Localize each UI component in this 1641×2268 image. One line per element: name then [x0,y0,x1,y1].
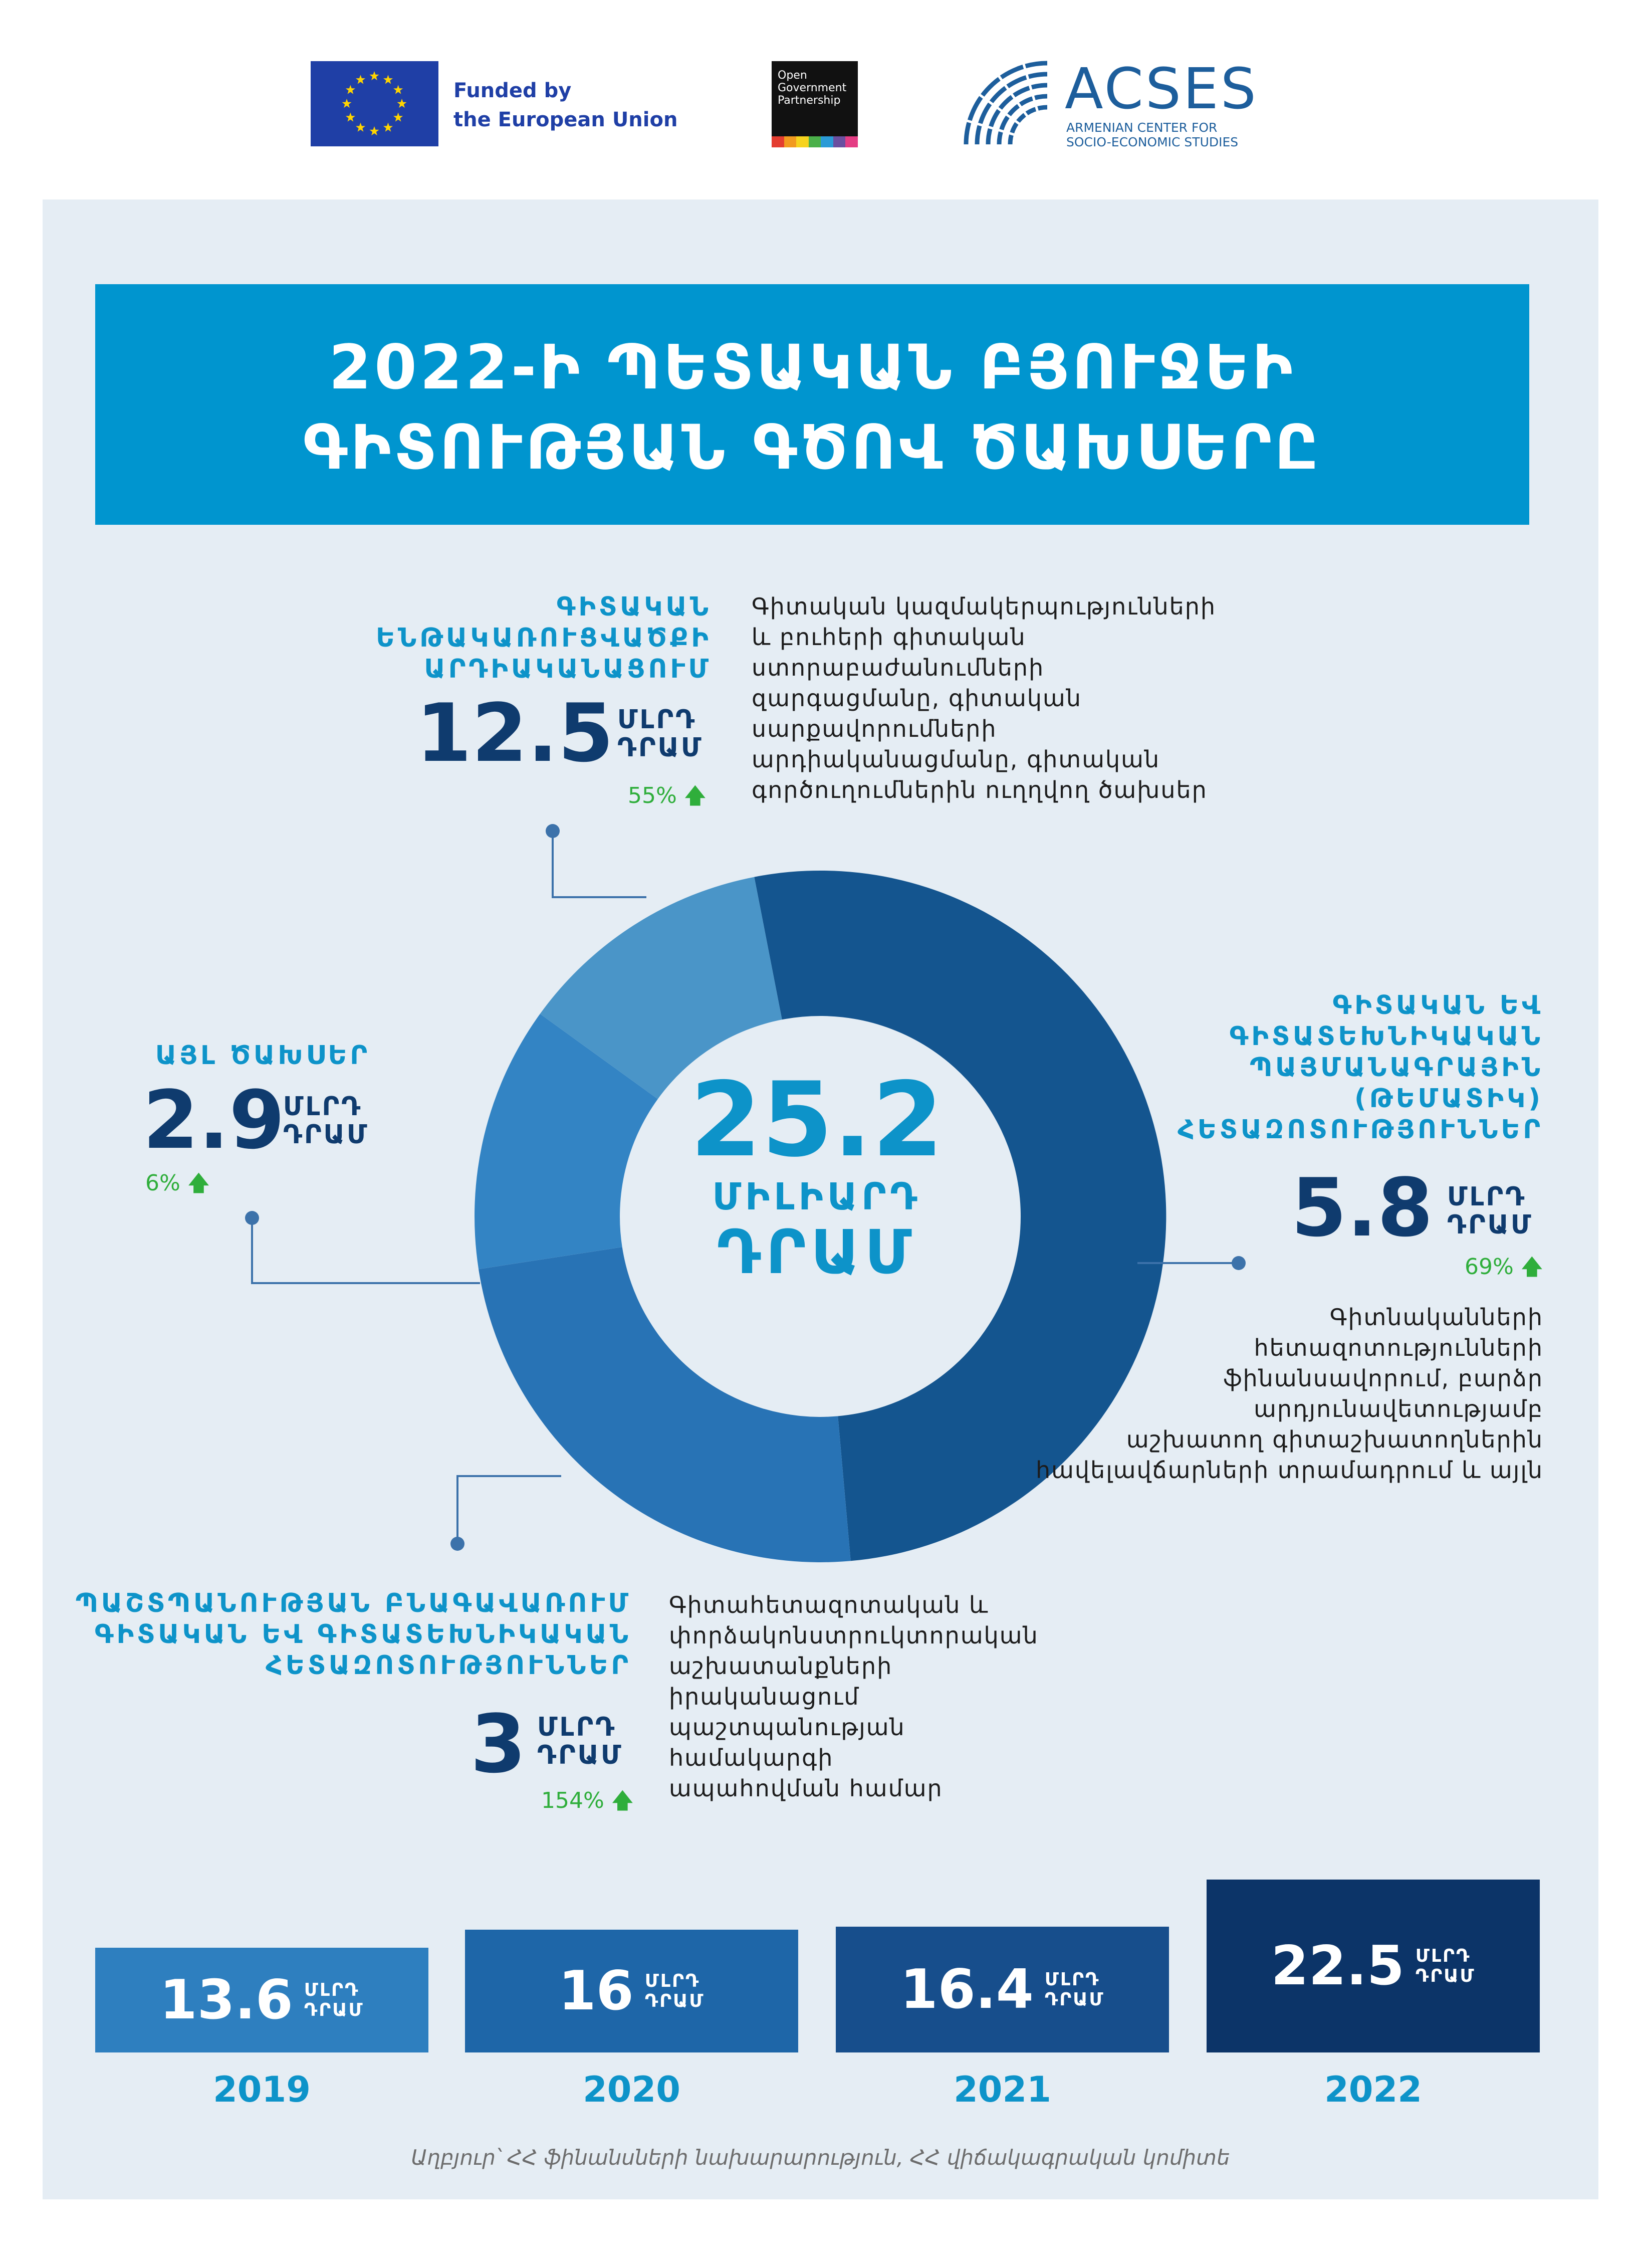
defense-description [669,1590,1070,1804]
thematic-change-value: 69% [1464,1254,1514,1280]
leader-line-other [252,1218,480,1283]
other-change-value: 6% [145,1170,180,1196]
up-arrow-icon: 🡅 [683,783,707,808]
thematic-unit-2: ԴՐԱՄ [1447,1210,1533,1240]
thematic-description [1002,1302,1543,1486]
leader-dot-infra [546,824,560,838]
infra-desc-line: սարքավորումների [752,715,997,742]
defense-desc-line: Գիտահետազոտական և [669,1591,989,1618]
leader-dot-other [245,1211,259,1225]
infra-change [586,779,707,817]
total-unit-1: ՄԻԼԻԱՐԴ [712,1175,921,1218]
infra-block [351,591,712,685]
thematic-desc-line: հետազոտությունների [1254,1334,1543,1361]
defense-unit-2: ԴՐԱՄ [537,1740,623,1770]
defense-change-value: 154% [541,1788,604,1813]
thematic-unit-1: ՄԼՐԴ [1447,1182,1527,1212]
acses-name: ACSES [1065,57,1258,122]
defense-value: 3 [470,1697,526,1791]
up-arrow-icon: 🡅 [187,1170,210,1196]
bar-unit-label: ՄԼՐԴ ԴՐԱՄ [1044,1969,1105,2010]
infra-unit-2: ԴՐԱՄ [617,733,704,763]
bar-unit-label: ՄԼՐԴ ԴՐԱՄ [304,1979,364,2020]
bar-value-label: 16.4 [900,1958,1034,2021]
infra-desc-line: արդիականացմանը, գիտական [752,746,1160,773]
thematic-label-1: ԳԻՏԱԿԱՆ ԵՎ [1332,990,1543,1020]
leader-line-infra [553,831,646,897]
bar-value-label: 16 [558,1960,634,2022]
thematic-label-2: ԳԻՏԱՏԵԽՆԻԿԱԿԱՆ [1229,1021,1543,1052]
title-line-1: 2022-Ի ՊԵՏԱԿԱՆ ԲՅՈՒՋԵԻ [329,332,1296,403]
defense-change [501,1784,634,1822]
defense-desc-line: իրականացում [669,1683,860,1710]
defense-desc-line: աշխատանքների [669,1653,893,1680]
up-arrow-icon: 🡅 [611,1788,634,1813]
thematic-label-4: (ԹԵՄԱՏԻԿ) [1354,1084,1543,1114]
thematic-desc-line: Գիտնականների [1329,1304,1543,1331]
defense-unit-1: ՄԼՐԴ [537,1712,617,1742]
other-unit-1: ՄԼՐԴ [283,1092,363,1122]
bar-value-label: 22.5 [1271,1935,1404,1997]
infra-value: 12.5 [416,686,614,780]
leader-line-defense [457,1476,561,1544]
bar-year-label: 2021 [954,2069,1051,2110]
other-value: 2.9 [143,1073,285,1167]
thematic-desc-line: արդյունավետությամբ [1254,1395,1543,1422]
up-arrow-icon: 🡅 [1520,1254,1543,1280]
bar-year-label: 2022 [1324,2069,1422,2110]
bar-unit-label: ՄԼՐԴ ԴՐԱՄ [1415,1945,1476,1986]
thematic-block [1092,990,1543,1145]
bar-year-label: 2019 [213,2069,311,2110]
thematic-change [1413,1251,1543,1288]
ogp-text-line-1: Open [778,69,807,82]
infra-desc-line: զարգացմանը, գիտական [752,685,1082,712]
defense-label-2: ԳԻՏԱԿԱՆ ԵՎ ԳԻՏԱՏԵԽՆԻԿԱԿԱՆ [94,1619,631,1650]
thematic-label-3: ՊԱՅՄԱՆԱԳՐԱՅԻՆ [1250,1053,1543,1083]
bar-unit-label: ՄԼՐԴ ԴՐԱՄ [644,1970,705,2011]
bar-value-label: 13.6 [159,1969,293,2031]
other-label: ԱՅԼ ԾԱԽՍԵՐ [155,1041,371,1071]
defense-unit [537,1713,623,1769]
infra-desc-line: գործուղումներին ուղղվող ծախսեր [752,776,1208,803]
infra-label-3: ԱՐԴԻԱԿԱՆԱՑՈՒՄ [424,654,712,684]
infra-desc-line: ստորաբաժանումների [752,654,1045,681]
eu-text-line-1: Funded by [453,79,572,102]
infra-desc-line: և բուհերի գիտական [752,624,1026,651]
defense-desc-line: փորձակոնստրուկտորական [669,1622,1039,1649]
infra-change-value: 55% [627,783,677,808]
other-unit [283,1093,369,1149]
defense-desc-line: պաշտպանության [669,1714,905,1741]
eu-text-line-2: the European Union [453,108,678,131]
leader-dot-thematic [1232,1256,1246,1270]
infra-unit-1: ՄԼՐԴ [617,705,697,735]
defense-label-3: ՀԵՏԱԶՈՏՈՒԹՅՈՒՆՆԵՐ [266,1651,631,1681]
source-note: Աղբյուր՝ ՀՀ ֆինանսների նախարարություն, ՀՀ վիճակագրական կոմիտե [411,2145,1230,2170]
defense-desc-line: ապահովման համար [669,1775,943,1802]
thematic-desc-line: հավելավճարների տրամադրում և այլն [1035,1457,1543,1484]
thematic-desc-line: աշխատող գիտաշխատողներին [1126,1426,1543,1453]
total-unit-2: ԴՐԱՄ [717,1218,917,1288]
ogp-text-line-3: Partnership [778,94,841,107]
infra-description [752,591,1253,805]
infra-label-2: ԵՆԹԱԿԱՌՈՒՑՎԱԾՔԻ [376,623,712,653]
defense-desc-line: համակարգի [669,1744,834,1771]
thematic-desc-line: ֆինանսավորում, բարձր [1223,1365,1543,1392]
ogp-text-line-2: Government [778,82,847,94]
defense-block [55,1588,631,1681]
thematic-label-5: ՀԵՏԱԶՈՏՈՒԹՅՈՒՆՆԵՐ [1178,1115,1543,1145]
donut-center-label [666,1061,967,1288]
infra-unit [617,706,704,762]
thematic-value: 5.8 [1291,1161,1433,1255]
donut-slice-thematic [479,1247,851,1562]
bar-year-label: 2020 [583,2069,680,2110]
thematic-unit [1447,1183,1533,1239]
total-value: 25.2 [690,1061,944,1180]
title-line-2: ԳԻՏՈՒԹՅԱՆ ԳԾՈՎ ԾԱԽՍԵՐԸ [303,412,1322,483]
other-change [145,1167,210,1204]
defense-label-1: ՊԱՇՏՊԱՆՈՒԹՅԱՆ ԲՆԱԳԱՎԱՌՈՒՄ [75,1588,631,1618]
acses-sub-line-2: SOCIO-ECONOMIC STUDIES [1066,135,1239,149]
infra-label-1: ԳԻՏԱԿԱՆ [556,592,712,622]
acses-sub-line-1: ARMENIAN CENTER FOR [1066,120,1218,135]
infra-desc-line: Գիտական կազմակերպությունների [752,593,1217,620]
leader-dot-defense [450,1537,464,1551]
other-unit-2: ԴՐԱՄ [283,1120,369,1150]
